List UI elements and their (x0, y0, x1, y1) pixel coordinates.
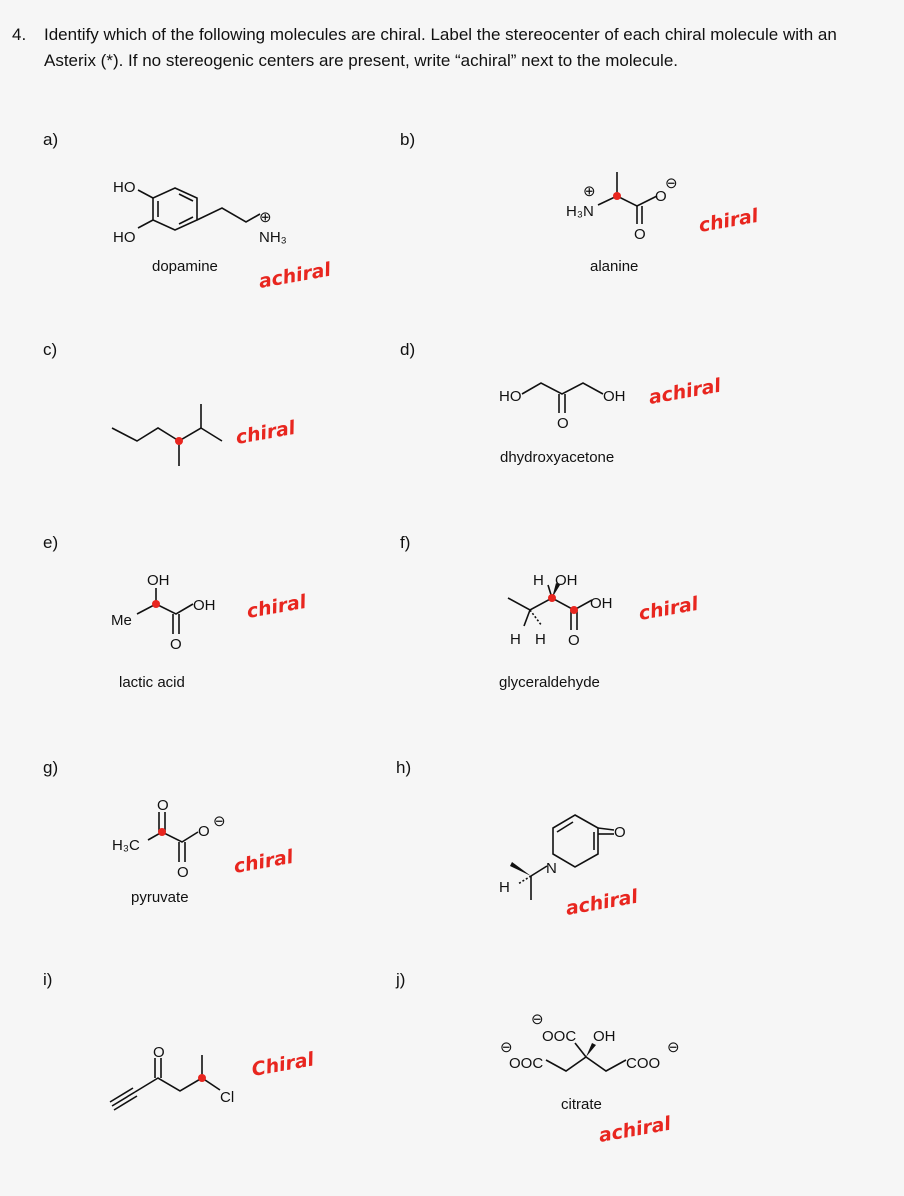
atom-o: O (170, 636, 182, 653)
part-label-a: a) (43, 130, 59, 149)
stereocenter-star-icon (175, 437, 183, 445)
atom-o: O (153, 1044, 165, 1061)
answer-note: chiral (232, 845, 295, 878)
answer-note: Chiral (250, 1048, 316, 1081)
atom-o: O (568, 632, 580, 649)
stereocenter-star-icon (198, 1074, 206, 1082)
molecule-name: dhydroxyacetone (500, 449, 615, 466)
answer-note: achiral (564, 885, 640, 920)
part-label-h: h) (396, 758, 412, 777)
part-label-e: e) (43, 533, 59, 552)
part-label-i: i) (43, 970, 53, 989)
part-label-g: g) (43, 758, 59, 777)
question-number: 4. (12, 25, 27, 44)
molecule-name: pyruvate (131, 889, 189, 906)
atom-oh: OH (593, 1028, 616, 1045)
atom-o: O (557, 415, 569, 432)
answer-note: chiral (637, 592, 700, 625)
minus-charge-icon: ⊖ (213, 813, 226, 830)
atom-h: H (535, 631, 546, 648)
molecule-name: lactic acid (119, 674, 185, 691)
atom-o: O (157, 797, 169, 814)
minus-charge-icon: ⊖ (665, 175, 678, 192)
atom-n: N (546, 860, 557, 877)
molecule-h (499, 815, 640, 920)
atom-coo: COO (626, 1055, 661, 1072)
molecule-name: citrate (561, 1096, 602, 1113)
atom-h3n: H₃N (566, 203, 594, 220)
stereocenter-star-icon (152, 600, 160, 608)
molecule-alanine (566, 172, 760, 275)
molecule-lactic-acid (111, 572, 308, 691)
atom-h3c: H₃C (112, 837, 140, 854)
atom-h: H (499, 879, 510, 896)
atom-oh: OH (555, 572, 578, 589)
stereocenter-star-icon (548, 594, 556, 602)
atom-h: H (533, 572, 544, 589)
molecule-dopamine (113, 179, 333, 293)
plus-charge-icon: ⊕ (583, 183, 596, 200)
stereocenter-star-icon (158, 828, 166, 836)
molecule-name: glyceraldehyde (499, 674, 600, 691)
atom-o: O (655, 188, 667, 205)
atom-o: O (614, 824, 626, 841)
atom-ooc: OOC (542, 1028, 577, 1045)
stereocenter-star-icon (613, 192, 621, 200)
atom-oh: OH (603, 388, 626, 405)
atom-oh: OH (590, 595, 613, 612)
atom-o: O (198, 823, 210, 840)
molecule-pyruvate (112, 797, 295, 906)
atom-h: H (510, 631, 521, 648)
atom-nh3: NH₃ (259, 229, 287, 246)
answer-note: chiral (234, 416, 297, 449)
part-label-b: b) (400, 130, 416, 149)
answer-note: achiral (647, 374, 723, 409)
atom-ooc: OOC (509, 1055, 544, 1072)
answer-note: achiral (597, 1112, 673, 1147)
part-label-f: f) (400, 533, 411, 552)
part-label-c: c) (43, 340, 58, 359)
minus-charge-icon: ⊖ (531, 1011, 544, 1028)
atom-me: Me (111, 612, 132, 629)
molecule-i (110, 1044, 316, 1110)
molecule-glyceraldehyde (499, 572, 700, 691)
answer-note: chiral (697, 204, 760, 237)
part-label-d: d) (400, 340, 416, 359)
molecule-citrate (500, 1011, 680, 1147)
atom-o: O (177, 864, 189, 881)
molecule-name: dopamine (152, 258, 218, 275)
part-label-j: j) (396, 970, 406, 989)
atom-oh: OH (147, 572, 170, 589)
molecule-name: alanine (590, 258, 639, 275)
question-text: Identify which of the following molecules are chiral. Label the stereocenter of each chiral molecule with an Asterix (*). If no stereogenic centers are present, write “achiral” next to the molecule. (44, 25, 837, 70)
molecule-c (112, 404, 297, 466)
answer-note: chiral (245, 590, 308, 623)
atom-cl: Cl (220, 1089, 235, 1106)
atom-oh: OH (193, 597, 216, 614)
atom-ho: HO (113, 179, 136, 196)
atom-ho: HO (113, 229, 136, 246)
answer-note: achiral (257, 258, 333, 293)
minus-charge-icon: ⊖ (500, 1039, 513, 1056)
plus-charge-icon: ⊕ (259, 209, 272, 226)
atom-o: O (634, 226, 646, 243)
molecule-dihydroxyacetone (499, 375, 723, 466)
minus-charge-icon: ⊖ (667, 1039, 680, 1056)
atom-ho: HO (499, 388, 522, 405)
stereocenter-star-icon (570, 606, 578, 614)
